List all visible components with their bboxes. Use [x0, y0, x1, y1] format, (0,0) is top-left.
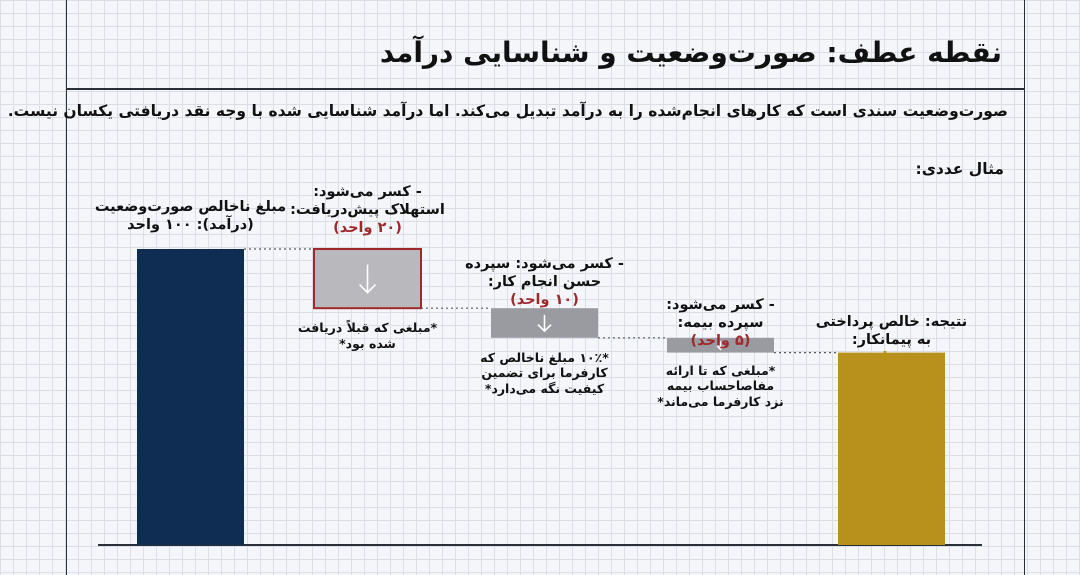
bar-note-line: کارفرما برای تضمین [481, 365, 608, 381]
bar-label [445, 255, 645, 309]
bar-label-line: حسن انجام کار: [487, 274, 602, 291]
bar-label-line: به پیمانکار: [851, 332, 932, 349]
bar-label-line: استهلاک پیش‌دریافت: [290, 202, 445, 219]
bar-note-line: مفاصاحساب بیمه [666, 378, 775, 394]
bar-amount: (۵ واحد) [690, 333, 751, 350]
bar-note-line: *مبلغی که تا ارائه [665, 362, 776, 378]
bar-note-line: *۱۰٪ مبلغ ناخالص که [480, 349, 609, 365]
bar-amount: ۶۵ واحد [863, 350, 920, 367]
bar-label-line: - کسر می‌شود: سپرده [465, 256, 624, 272]
bar-note-line: کیفیت نگه می‌دارد* [484, 381, 605, 397]
bar-note-line: نزد کارفرما می‌ماند* [657, 393, 784, 409]
bar-note [641, 363, 801, 410]
bar-note-line: *مبلغی که قبلاً دریافت [297, 320, 438, 336]
page-title: نقطه عطف: صورت‌وضعیت و شناسایی درآمد [379, 36, 1002, 69]
bar-label-line: - کسر می‌شود: [313, 184, 422, 200]
bar-label-line: نتیجه: خالص پرداختی [815, 314, 968, 330]
bar-gross [137, 249, 244, 545]
bar-label-line: - کسر می‌شود: [666, 297, 775, 313]
bar-label [792, 313, 992, 367]
bar-label-line: مبلغ ناخالص صورت‌وضعیت [94, 199, 287, 215]
bar-net [838, 353, 945, 545]
example-label: مثال عددی: [915, 160, 1004, 178]
bar-note [288, 320, 448, 351]
intro-text: صورت‌وضعیت سندی است که کارهای انجام‌شده را به درآمد تبدیل می‌کند. اما درآمد شناسایی شده با وجه نقد دریافتی یکسان نیست. [7, 102, 1008, 120]
bar-label [621, 296, 821, 350]
bar-label [268, 183, 468, 237]
bar-amount: (۲۰ واحد) [333, 220, 402, 237]
bar-note [465, 350, 625, 397]
bar-note-line: شده بود* [339, 335, 396, 351]
bar-label-line: (درآمد): ۱۰۰ واحد [127, 217, 254, 234]
bar-amount: (۱۰ واحد) [510, 292, 579, 309]
bar-label [91, 198, 291, 234]
bar-label-line: سپرده بیمه: [677, 315, 764, 332]
